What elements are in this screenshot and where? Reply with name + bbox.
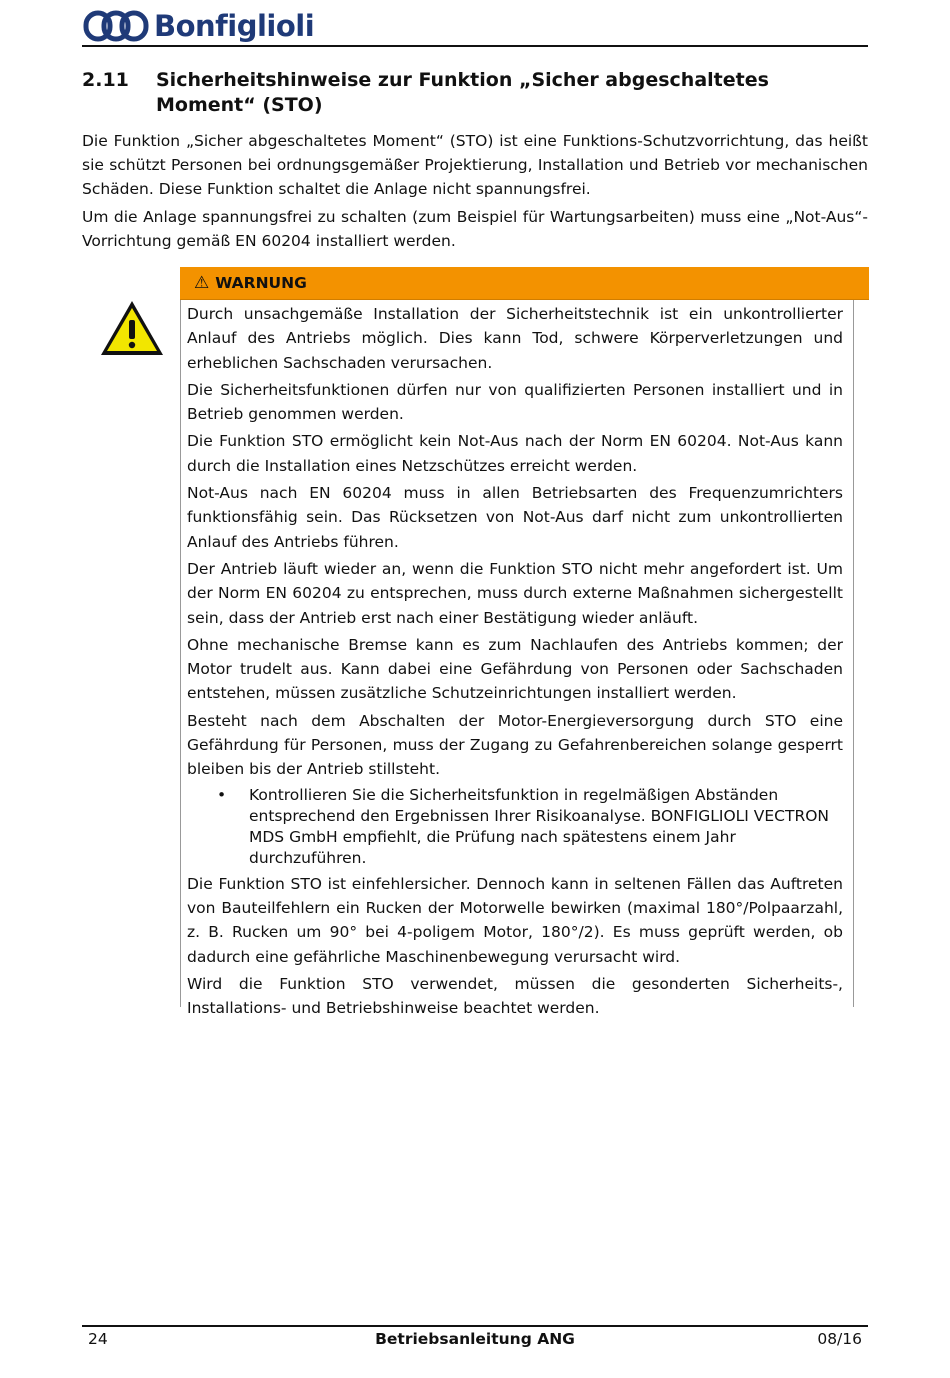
bullet-dot-icon: • (217, 785, 227, 804)
section-title: Sicherheitshinweise zur Funktion „Sicher abgeschaltetes Moment“ (STO) (156, 69, 769, 116)
section-heading (82, 68, 868, 118)
warning-paragraph: Die Funktion STO ist einfehlersicher. Dennoch kann in seltenen Fällen das Auftreten von Bauteilfehlern ein Rucken der Motorwelle bewirken (maximal 180°/Polpaarzahl, z. B. Rucken um 90° bei 4-poligem Motor, 180°/2). Es muss geprüft werden, ob dadurch eine gefährliche Maschinenbewegung verursacht wird. (187, 874, 843, 966)
warning-bullet-item (187, 785, 853, 869)
warning-paragraph: Besteht nach dem Abschalten der Motor-Energieversorgung durch STO eine Gefährdung für Personen, muss der Zugang zu Gefahrenbereichen solange gesperrt bleiben bis der Antrieb stillsteht. (187, 711, 843, 779)
warning-paragraph: Die Sicherheitsfunktionen dürfen nur von qualifizierten Personen installiert und in Betrieb genommen werden. (187, 380, 843, 424)
warning-title: WARNUNG (215, 274, 307, 292)
company-logo (82, 8, 314, 44)
page-header (82, 8, 868, 48)
warning-body (180, 300, 854, 1018)
header-rule (82, 45, 868, 47)
warning-small-icon: ⚠ (194, 273, 210, 293)
warning-triangle-icon (98, 298, 166, 358)
bullet-text: Kontrollieren Sie die Sicherheitsfunktion in regelmäßigen Abständen entsprechend den Ergebnissen Ihrer Risikoanalyse. BONFIGLIOLI VECTRON MDS GmbH empfiehlt, die Prüfung nach spätestens einem Jahr durchzuführen. (249, 785, 830, 867)
warning-paragraph: Not-Aus nach EN 60204 muss in allen Betriebsarten des Frequenzumrichters funktionsfähig sein. Das Rücksetzen von Not-Aus darf nicht zum unkontrollierten Anlauf des Antriebs führen. (187, 484, 843, 551)
intro-paragraph-2: Um die Anlage spannungsfrei zu schalten (zum Beispiel für Wartungsarbeiten) muss eine „Not-Aus“-Vorrichtung gemäß EN 60204 installiert werden. (82, 208, 868, 250)
intro-paragraph-1: Die Funktion „Sicher abgeschaltetes Moment“ (STO) ist eine Funktions-Schutzvorrichtung, das heißt sie schützt Personen bei ordnungsgemäßer Projektierung, Installation und Betrieb vor mechanischen Schäden. Diese Funktion schaltet die Anlage nicht spannungsfrei. (82, 132, 868, 198)
warning-box (180, 267, 869, 1018)
warning-paragraph: Ohne mechanische Bremse kann es zum Nachlaufen des Antriebs kommen; der Motor trudelt aus. Kann dabei eine Gefährdung von Personen oder Sachschaden entstehen, müssen zusätzliche Schutzeinrichtungen installiert werden. (187, 635, 843, 703)
warning-paragraph: Die Funktion STO ermöglicht kein Not-Aus nach der Norm EN 60204. Not-Aus kann durch die Installation eines Netzschützes erreicht werden. (187, 432, 843, 475)
warning-header (180, 267, 869, 300)
warning-paragraph: Der Antrieb läuft wieder an, wenn die Funktion STO nicht mehr angefordert ist. Um der Norm EN 60204 zu entsprechen, muss durch externe Maßnahmen sichergestellt sein, dass der Antrieb erst nach einer Bestätigung wieder anläuft. (187, 559, 843, 627)
page-number: 24 (88, 1330, 108, 1348)
logo-wordmark: Bonfiglioli (154, 9, 315, 43)
warning-paragraph: Wird die Funktion STO verwendet, müssen die gesonderten Sicherheits-, Installations- und Betriebshinweise beachtet werden. (187, 974, 843, 1018)
page-footer (82, 1330, 868, 1350)
warning-paragraph: Durch unsachgemäße Installation der Sicherheitstechnik ist ein unkontrollierter Anlauf des Antriebs möglich. Dies kann Tod, schwere Körperverletzungen und erheblichen Sachschaden verursachen. (187, 305, 843, 372)
document-date: 08/16 (817, 1330, 862, 1348)
footer-rule (82, 1325, 868, 1327)
bonfiglioli-logo-icon (82, 8, 150, 44)
document-title: Betriebsanleitung ANG (375, 1330, 575, 1348)
section-number: 2.11 (82, 69, 129, 91)
